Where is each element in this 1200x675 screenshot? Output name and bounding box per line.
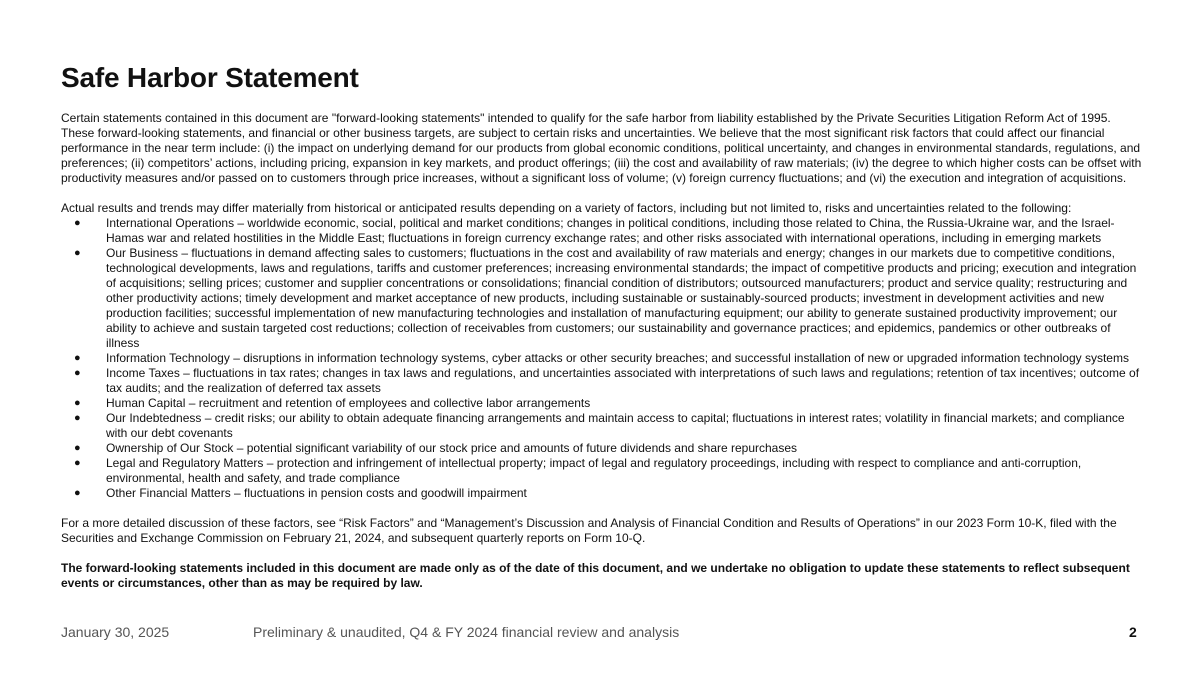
list-item xyxy=(61,396,1142,411)
list-item-text: Human Capital – recruitment and retention of employees and collective labor arrangements xyxy=(106,396,591,410)
page-title: Safe Harbor Statement xyxy=(61,62,359,93)
bullet-icon: ● xyxy=(74,352,81,364)
list-item xyxy=(61,486,1142,501)
bullet-icon: ● xyxy=(74,412,81,424)
spacer xyxy=(61,186,1142,201)
list-item-text: Ownership of Our Stock – potential significant variability of our stock price and amounts of future dividends and share repurchases xyxy=(106,441,798,455)
list-item-text: Our Business – fluctuations in demand affecting sales to customers; fluctuations in the cost and availability of raw materials and energy; changes in our markets due to competitive conditions, technological developments, laws and regulations, tariffs and customer preferences; increasing environmental standards; the impact of competitive products and pricing; execution and integration of acquisitions; selling prices; customer and supplier concentrations or consolidations; financial condition of distributors; outsourced manufacturers; product and service quality; restructuring and other productivity actions; timely development and market acceptance of new products, including sustainable or sustainably-sourced products; investment in development activities and new production facilities; successful implementation of new manufacturing technologies and installation of manufacturing equipment; our ability to generate sustained productivity improvement; our ability to achieve and sustain targeted cost reductions; collection of receivables from customers; our sustainability and governance practices; and epidemics, pandemics or other outbreaks of illness xyxy=(106,246,1137,350)
list-item-text: Our Indebtedness – credit risks; our ability to obtain adequate financing arrangements and maintain access to capital; fluctuations in interest rates; volatility in financial markets; and compliance with our debt covenants xyxy=(106,411,1125,440)
bullet-icon: ● xyxy=(74,247,81,259)
list-item-text: International Operations – worldwide economic, social, political and market conditions; changes in political conditions, including those related to China, the Russia-Ukraine war, and the Israel-Hamas war and related hostilities in the Middle East; fluctuations in foreign currency exchange rates; and other risks associated with international operations, including in emerging markets xyxy=(106,216,1115,245)
further-discussion-paragraph: For a more detailed discussion of these factors, see “Risk Factors” and “Management’s Discussion and Analysis of Financial Condition and Results of Operations” in our 2023 Form 10-K, filed with the Securities and Exchange Commission on February 21, 2024, and subsequent quarterly reports on Form 10-Q. xyxy=(61,516,1117,545)
disclaimer-paragraph: The forward-looking statements included in this document are made only as of the date of this document, and we undertake no obligation to update these statements to reflect subsequent events or circumstances, other than as may be required by law. xyxy=(61,561,1130,590)
list-item xyxy=(61,441,1142,456)
list-item xyxy=(61,456,1142,486)
bullet-icon: ● xyxy=(74,487,81,499)
bullet-icon: ● xyxy=(74,397,81,409)
bullet-icon: ● xyxy=(74,217,81,229)
list-item-text: Other Financial Matters – fluctuations in pension costs and goodwill impairment xyxy=(106,486,527,500)
bullet-icon: ● xyxy=(74,457,81,469)
spacer xyxy=(61,501,1142,516)
risk-factors-intro: Actual results and trends may differ materially from historical or anticipated results depending on a variety of factors, including but not limited to, risks and uncertainties related to the following: xyxy=(61,201,1072,215)
bullet-icon: ● xyxy=(74,367,81,379)
page-number: 2 xyxy=(1129,624,1137,640)
footer-date: January 30, 2025 xyxy=(61,624,170,640)
list-item xyxy=(61,216,1142,246)
spacer xyxy=(61,546,1142,561)
bullet-icon: ● xyxy=(74,442,81,454)
footer-subtitle: Preliminary & unaudited, Q4 & FY 2024 financial review and analysis xyxy=(253,624,680,640)
intro-paragraph: Certain statements contained in this document are "forward-looking statements" intended to qualify for the safe harbor from liability established by the Private Securities Litigation Reform Act of 1995. These forward-looking statements, and financial or other business targets, are subject to certain risks and uncertainties. We believe that the most significant risk factors that could affect our financial performance in the near term include: (i) the impact on underlying demand for our products from global economic conditions, political uncertainty, and changes in environmental standards, regulations, and preferences; (ii) competitors’ actions, including pricing, expansion in key markets, and product offerings; (iii) the cost and availability of raw materials; (iv) the degree to which higher costs can be offset with productivity measures and/or passed on to customers through price increases, without a significant loss of volume; (v) foreign currency fluctuations; and (vi) the execution and integration of acquisitions. xyxy=(61,111,1142,185)
list-item xyxy=(61,411,1142,441)
list-item-text: Income Taxes – fluctuations in tax rates; changes in tax laws and regulations, and uncertainties associated with interpretations of such laws and regulations; retention of tax incentives; outcome of tax audits; and the realization of deferred tax assets xyxy=(106,366,1140,395)
list-item-text: Legal and Regulatory Matters – protection and infringement of intellectual property; impact of legal and regulatory proceedings, including with respect to compliance and anti-corruption, environmental, health and safety, and trade compliance xyxy=(106,456,1082,485)
list-item-text: Information Technology – disruptions in information technology systems, cyber attacks or other security breaches; and successful installation of new or upgraded information technology systems xyxy=(106,351,1129,365)
slide-body xyxy=(61,111,1142,591)
list-item xyxy=(61,351,1142,366)
list-item xyxy=(61,246,1142,351)
risk-factors-list xyxy=(61,216,1142,501)
list-item xyxy=(61,366,1142,396)
